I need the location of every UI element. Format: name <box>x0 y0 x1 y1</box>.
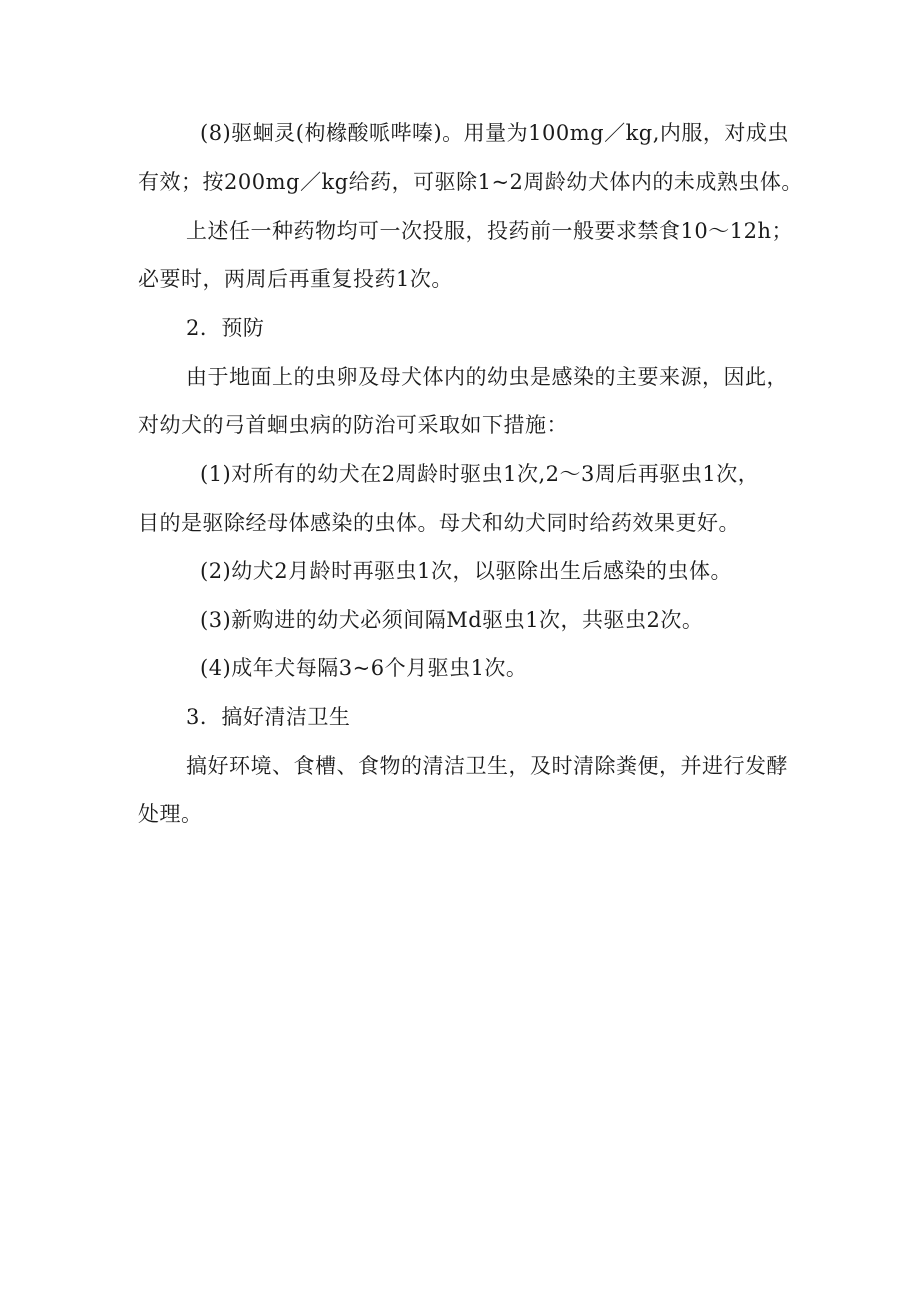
measure-item-2: (2)幼犬2月龄时再驱虫1次，以驱除出生后感染的虫体。 <box>200 559 732 583</box>
section-heading-prevention: 2．预防 <box>186 316 265 340</box>
paragraph-line: 由于地面上的虫卵及母犬体内的幼虫是感染的主要来源，因此， <box>186 365 788 389</box>
paragraph-line: 处理。 <box>138 802 203 826</box>
paragraph-line: 有效；按200mg／kg给药，可驱除1~2周龄幼犬体内的未成熟虫体。 <box>138 170 803 194</box>
paragraph-line: (8)驱蛔灵(枸橼酸哌哔嗪)。用量为100mg／kg,内服，对成虫 <box>200 121 789 145</box>
paragraph-line: 对幼犬的弓首蛔虫病的防治可采取如下措施： <box>138 413 568 437</box>
measure-item-3: (3)新购进的幼犬必须间隔Md驱虫1次，共驱虫2次。 <box>200 608 704 632</box>
measure-item-4: (4)成年犬每隔3~6个月驱虫1次。 <box>200 656 528 680</box>
paragraph-line: 必要时，两周后再重复投药1次。 <box>138 267 453 291</box>
paragraph-line: 搞好环境、食槽、食物的清洁卫生，及时清除粪便，并进行发酵 <box>186 754 788 778</box>
measure-item-1: (1)对所有的幼犬在2周龄时驱虫1次,2～3周后再驱虫1次， <box>200 462 760 486</box>
section-heading-hygiene: 3．搞好清洁卫生 <box>186 705 351 729</box>
paragraph-line: 上述任一种药物均可一次投服，投药前一般要求禁食10～12h； <box>186 219 793 243</box>
paragraph-line: 目的是驱除经母体感染的虫体。母犬和幼犬同时给药效果更好。 <box>138 511 740 535</box>
